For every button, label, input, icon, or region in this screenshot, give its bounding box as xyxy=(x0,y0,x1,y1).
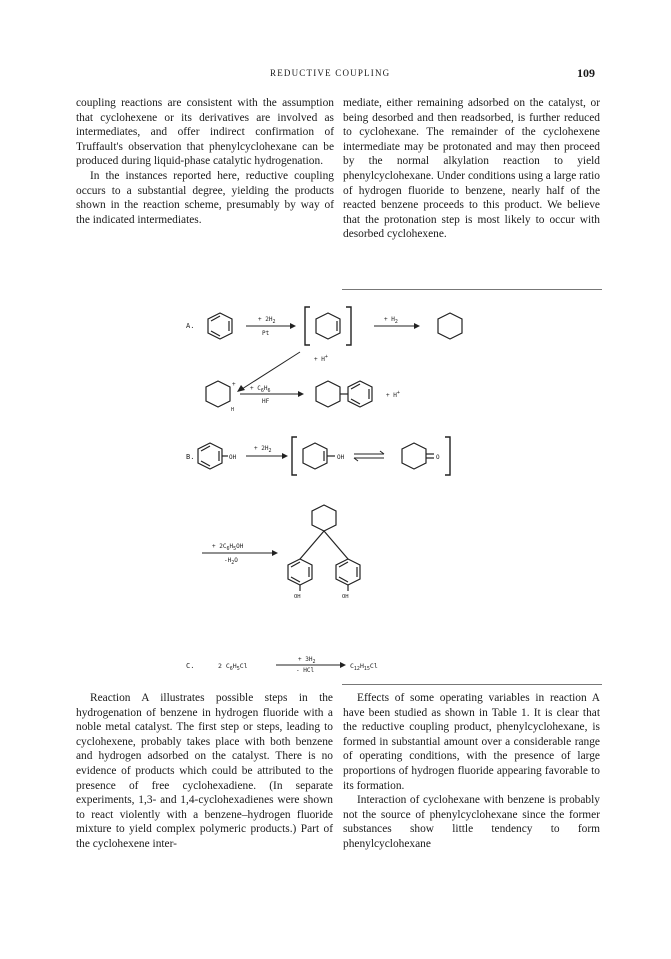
arrow-head xyxy=(340,662,346,668)
bottom-left-column xyxy=(76,691,333,852)
paragraph: coupling reactions are consistent with the assumption that cyclohexene or its derivatives are involved as intermediates, and offer indirect confirmation of Truffault's observation that phenylcyclohexane can be produced during liquid-phase catalytic hydrogenation. xyxy=(76,97,334,168)
paragraph: Effects of some operating variables in reaction A have been studied as shown in Table 1. It is clear that the reductive coupling product, phenylcyclohexane, is formed in substantial amount over a considerable range of operating conditions, with the presence of large proportions of hydrogen fluoride appearing favorable to its formation. xyxy=(343,692,600,792)
bracket-left xyxy=(305,307,310,345)
cyclohexenol-structure xyxy=(303,443,335,469)
arrow-head xyxy=(282,453,288,459)
phenylcyclohexane-structure xyxy=(316,381,372,407)
cyclohexane-structure xyxy=(438,313,462,339)
reagent-2h2: + $2H_2$ xyxy=(258,316,276,325)
cyclohexyl-cation-structure xyxy=(206,381,230,407)
reaction-arrow xyxy=(242,352,300,389)
reagent-h2: + $H_2$ xyxy=(384,316,398,325)
reagent-hcl-loss: - HCl xyxy=(296,667,315,674)
cyclohexene-structure xyxy=(316,313,340,339)
bottom-right-column xyxy=(343,691,600,852)
reactant-chlorobenzene: 2 $C_6H_5Cl$ xyxy=(218,662,248,672)
top-left-column xyxy=(76,96,334,227)
product-formula: $C_{12}H_{15}Cl$ xyxy=(350,662,378,672)
plus-charge: + xyxy=(232,381,236,388)
running-title: REDUCTIVE COUPLING xyxy=(270,68,391,78)
arrow-head xyxy=(272,550,278,556)
scheme-label-a: A. xyxy=(186,322,195,330)
divider-rule xyxy=(342,289,602,290)
arrow-head xyxy=(290,323,296,329)
reagent-phenol: + $2C_6H_5OH$ xyxy=(212,543,244,552)
running-head xyxy=(0,68,671,84)
paragraph: Interaction of cyclohexane with benzene is probably not the source of phenylcyclohexane since the former substances show little tendency to form phenylcyclohexane xyxy=(343,794,600,850)
page-number: 109 xyxy=(577,66,595,80)
paragraph: Reaction A illustrates possible steps in the hydrogenation of benzene in hydrogen fluoride with a noble metal catalyst. The first step or steps, leading to cyclohexene, probably takes place with both benzene and hydrogen adsorbed on the catalyst. There is no evidence of products which could be attributed to the presence of free cyclohexadiene. (In separate experiments, 1,3- and 1,4-cyclohexadienes were shown to react violently with a benzene–hydrogen fluoride mixture to yield complex polymeric products.) Part of the cyclohexene inter- xyxy=(76,692,333,850)
phenol-structure xyxy=(198,443,228,469)
reagent-2h2: + $2H_2$ xyxy=(254,445,272,454)
benzene-structure xyxy=(208,313,232,339)
hydroxyl-label: OH xyxy=(342,594,349,600)
reagent-3h2: + $3H_2$ xyxy=(298,656,316,665)
byproduct-h-plus: + H+ xyxy=(386,390,400,399)
scheme-label-c: C. xyxy=(186,662,195,670)
catalyst-pt: Pt xyxy=(262,330,270,337)
equilibrium-arrows xyxy=(354,451,384,461)
bracket-right xyxy=(346,307,351,345)
divider-rule xyxy=(342,684,602,685)
paragraph: In the instances reported here, reductive coupling occurs to a substantial degree, yielding the products shown in the reaction scheme, presumably by way of the indicated intermediates. xyxy=(76,169,334,226)
hydroxyl-label: OH xyxy=(337,454,345,461)
top-right-column xyxy=(343,96,600,242)
scheme-label-b: B. xyxy=(186,453,195,461)
arrow-head xyxy=(414,323,420,329)
hydroxyl-label: OH xyxy=(294,594,301,600)
reaction-scheme xyxy=(150,295,620,690)
bisphenol-cyclohexane-structure xyxy=(288,505,360,591)
bracket-right xyxy=(445,437,450,475)
hydroxyl-label: OH xyxy=(229,454,237,461)
arrow-head xyxy=(298,391,304,397)
reagent-h-plus: + H+ xyxy=(314,354,328,363)
cyclohexanone-structure xyxy=(402,443,434,469)
reagent-benzene: + $C_6H_6$ xyxy=(250,385,271,394)
arrow-head xyxy=(237,385,245,392)
hydrogen-label: H xyxy=(231,407,235,413)
reagent-water-loss: $-H_2O$ xyxy=(224,557,238,566)
oxygen-label: O xyxy=(436,454,440,461)
bracket-left xyxy=(292,437,297,475)
reagent-hf: HF xyxy=(262,398,270,405)
paragraph: mediate, either remaining adsorbed on the catalyst, or being desorbed and then readsorbed, is further reduced to cyclohexane. The remainder of the cyclohexene intermediate may be protonated and may then proceed by the normal alkylation reaction to yield phenylcyclohexane. Under conditions using a large ratio of hydrogen fluoride to benzene, nearly half of the reacted benzene proceeds to this product. We believe that the protonation step is most likely to occur with desorbed cyclohexene. xyxy=(343,97,600,241)
